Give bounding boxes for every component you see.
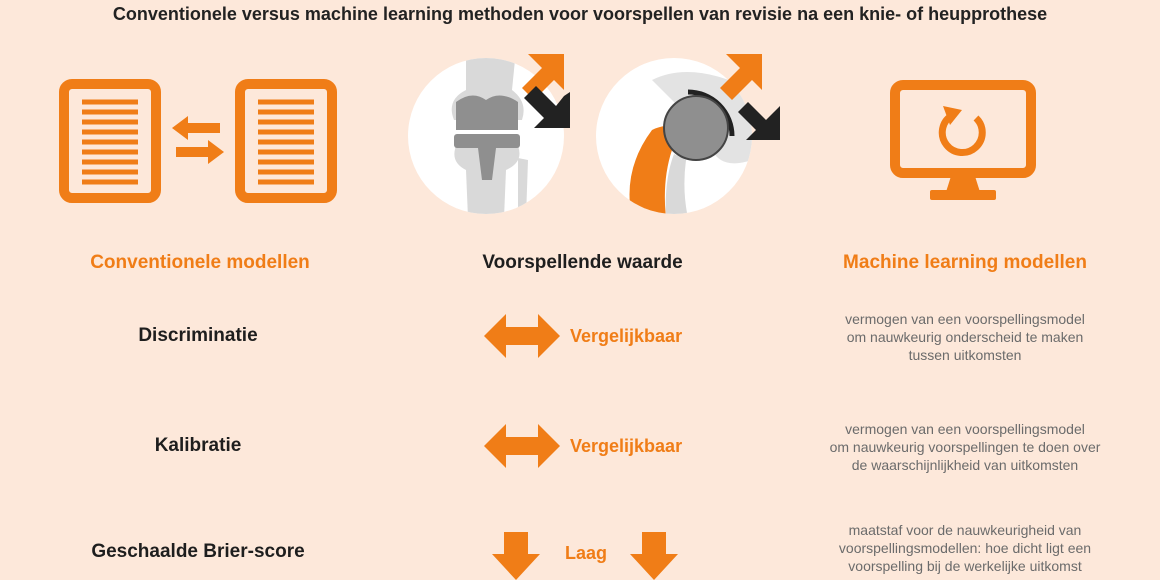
document-exchange-icon bbox=[58, 78, 338, 204]
row-description-calibration bbox=[790, 420, 1140, 474]
description-line: om nauwkeurig voorspellingen te doen over bbox=[829, 439, 1101, 455]
description-line: voorspellingsmodellen: hoe dicht ligt een bbox=[838, 540, 1092, 556]
knee-prosthesis-icon bbox=[406, 50, 576, 218]
double-arrow-icon bbox=[484, 312, 560, 360]
row-description-discrimination bbox=[790, 310, 1140, 364]
row-value-brier-score: Laag bbox=[565, 543, 608, 563]
row-label-discrimination: Discriminatie bbox=[138, 325, 258, 346]
row-value-calibration: Vergelijkbaar bbox=[570, 436, 683, 456]
down-arrow-icon bbox=[630, 532, 678, 580]
column-header-predictive: Voorspellende waarde bbox=[482, 252, 683, 273]
row-label-brier-score: Geschaalde Brier-score bbox=[91, 541, 305, 562]
row-label-calibration: Kalibratie bbox=[154, 435, 242, 456]
column-header-conventional: Conventionele modellen bbox=[90, 252, 310, 273]
column-header-ml: Machine learning modellen bbox=[843, 252, 1087, 273]
double-arrow-icon bbox=[484, 422, 560, 470]
description-line: tussen uitkomsten bbox=[908, 347, 1022, 363]
monitor-refresh-icon bbox=[890, 80, 1036, 204]
description-line: voorspelling bij de werkelijke uitkomst bbox=[848, 558, 1082, 574]
row-value-discrimination: Vergelijkbaar bbox=[570, 326, 683, 346]
down-arrow-icon bbox=[492, 532, 540, 580]
description-line: vermogen van een voorspellingsmodel bbox=[845, 311, 1085, 327]
description-line: om nauwkeurig onderscheid te maken bbox=[846, 329, 1084, 345]
description-line: maatstaf voor de nauwkeurigheid van bbox=[848, 522, 1082, 538]
description-line: de waarschijnlijkheid van uitkomsten bbox=[851, 457, 1079, 473]
page-title: Conventionele versus machine learning methoden voor voorspellen van revisie na een knie- of heupprothese bbox=[112, 4, 1048, 24]
description-line: vermogen van een voorspellingsmodel bbox=[845, 421, 1085, 437]
hip-prosthesis-icon bbox=[592, 50, 782, 218]
row-description-brier-score bbox=[790, 521, 1140, 575]
